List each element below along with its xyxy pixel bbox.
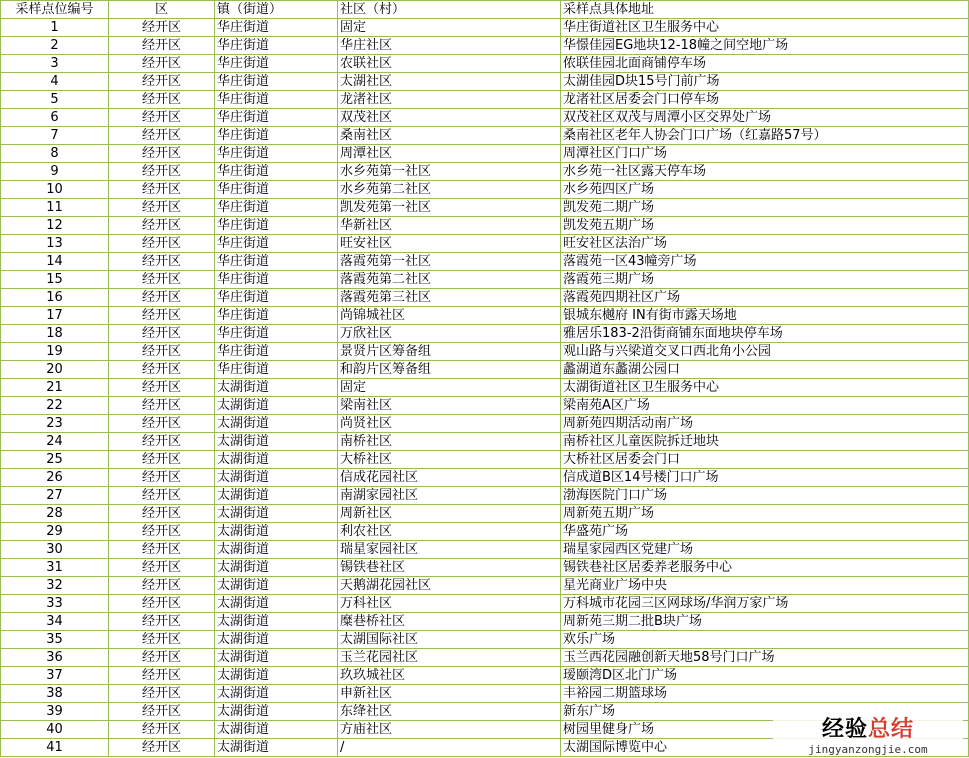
cell-id[interactable]: 14 xyxy=(1,253,109,271)
cell-id[interactable]: 34 xyxy=(1,613,109,631)
cell-id[interactable]: 19 xyxy=(1,343,109,361)
cell-id[interactable]: 13 xyxy=(1,235,109,253)
table-row xyxy=(1,109,969,127)
cell-id[interactable]: 22 xyxy=(1,397,109,415)
cell-id[interactable]: 24 xyxy=(1,433,109,451)
cell-district[interactable]: 经开区 xyxy=(109,19,215,37)
cell-district[interactable]: 经开区 xyxy=(109,505,215,523)
cell-community[interactable]: 太湖社区 xyxy=(338,73,561,91)
cell-district[interactable]: 经开区 xyxy=(109,685,215,703)
table-row xyxy=(1,235,969,253)
cell-district[interactable]: 经开区 xyxy=(109,577,215,595)
cell-district[interactable]: 经开区 xyxy=(109,289,215,307)
cell-district[interactable]: 经开区 xyxy=(109,199,215,217)
header-cell-town[interactable]: 镇（街道） xyxy=(215,1,338,19)
cell-district[interactable]: 经开区 xyxy=(109,559,215,577)
table-row xyxy=(1,559,969,577)
cell-address[interactable]: 星光商业广场中央 xyxy=(561,577,969,595)
cell-town[interactable]: 太湖街道 xyxy=(215,415,338,433)
table-row xyxy=(1,253,969,271)
cell-id[interactable]: 25 xyxy=(1,451,109,469)
cell-town[interactable]: 太湖街道 xyxy=(215,577,338,595)
cell-id[interactable]: 40 xyxy=(1,721,109,739)
cell-community[interactable]: 利农社区 xyxy=(338,523,561,541)
cell-district[interactable]: 经开区 xyxy=(109,73,215,91)
cell-community[interactable]: 申新社区 xyxy=(338,685,561,703)
table-row xyxy=(1,685,969,703)
cell-town[interactable]: 华庄街道 xyxy=(215,127,338,145)
cell-address[interactable]: 瑞星家园西区党建广场 xyxy=(561,541,969,559)
cell-address[interactable]: 万科城市花园三区网球场/华润万家广场 xyxy=(561,595,969,613)
table-row xyxy=(1,595,969,613)
cell-id[interactable]: 20 xyxy=(1,361,109,379)
cell-town[interactable]: 太湖街道 xyxy=(215,631,338,649)
cell-district[interactable]: 经开区 xyxy=(109,721,215,739)
cell-community[interactable]: 太湖国际社区 xyxy=(338,631,561,649)
cell-town[interactable]: 太湖街道 xyxy=(215,667,338,685)
cell-district[interactable]: 经开区 xyxy=(109,397,215,415)
table-row xyxy=(1,649,969,667)
cell-community[interactable]: 万科社区 xyxy=(338,595,561,613)
cell-id[interactable]: 4 xyxy=(1,73,109,91)
cell-address[interactable]: 太湖街道社区卫生服务中心 xyxy=(561,379,969,397)
cell-address[interactable]: 锡铁巷社区居委养老服务中心 xyxy=(561,559,969,577)
cell-id[interactable]: 3 xyxy=(1,55,109,73)
cell-id[interactable]: 11 xyxy=(1,199,109,217)
cell-community[interactable]: 落霞苑第一社区 xyxy=(338,253,561,271)
cell-district[interactable]: 经开区 xyxy=(109,451,215,469)
cell-address[interactable]: 凯发苑二期广场 xyxy=(561,199,969,217)
cell-community[interactable]: 龙渚社区 xyxy=(338,91,561,109)
cell-district[interactable]: 经开区 xyxy=(109,379,215,397)
cell-community[interactable]: 尚贤社区 xyxy=(338,415,561,433)
cell-community[interactable]: 华新社区 xyxy=(338,217,561,235)
table-row xyxy=(1,37,969,55)
table-row xyxy=(1,55,969,73)
cell-community[interactable]: 梁南社区 xyxy=(338,397,561,415)
cell-id[interactable]: 37 xyxy=(1,667,109,685)
cell-id[interactable]: 21 xyxy=(1,379,109,397)
cell-id[interactable]: 33 xyxy=(1,595,109,613)
table-row xyxy=(1,451,969,469)
cell-town[interactable]: 太湖街道 xyxy=(215,559,338,577)
cell-community[interactable]: 双茂社区 xyxy=(338,109,561,127)
cell-id[interactable]: 30 xyxy=(1,541,109,559)
cell-id[interactable]: 12 xyxy=(1,217,109,235)
cell-address[interactable]: 玉兰西花园融创新天地58号门口广场 xyxy=(561,649,969,667)
cell-community[interactable]: 桑南社区 xyxy=(338,127,561,145)
cell-id[interactable]: 1 xyxy=(1,19,109,37)
cell-community[interactable]: 玉兰花园社区 xyxy=(338,649,561,667)
table-row xyxy=(1,307,969,325)
cell-town[interactable]: 太湖街道 xyxy=(215,433,338,451)
cell-district[interactable]: 经开区 xyxy=(109,739,215,757)
header-cell-id[interactable]: 采样点位编号 xyxy=(1,1,109,19)
cell-town[interactable]: 华庄街道 xyxy=(215,91,338,109)
cell-community[interactable]: 水乡苑第一社区 xyxy=(338,163,561,181)
cell-community[interactable]: 景贤片区筹备组 xyxy=(338,343,561,361)
cell-address[interactable]: 观山路与兴梁道交叉口西北角小公园 xyxy=(561,343,969,361)
cell-district[interactable]: 经开区 xyxy=(109,343,215,361)
cell-district[interactable]: 经开区 xyxy=(109,145,215,163)
cell-community[interactable]: 南湖家园社区 xyxy=(338,487,561,505)
cell-town[interactable]: 太湖街道 xyxy=(215,523,338,541)
table-row xyxy=(1,667,969,685)
header-cell-community[interactable]: 社区（村） xyxy=(338,1,561,19)
cell-community[interactable]: 锡铁巷社区 xyxy=(338,559,561,577)
table-row xyxy=(1,289,969,307)
cell-id[interactable]: 39 xyxy=(1,703,109,721)
cell-address[interactable]: 瑷颐湾D区北门广场 xyxy=(561,667,969,685)
cell-community[interactable]: 凯发苑第一社区 xyxy=(338,199,561,217)
cell-district[interactable]: 经开区 xyxy=(109,433,215,451)
cell-address[interactable]: 雅居乐183-2沿街商铺东面地块停车场 xyxy=(561,325,969,343)
cell-address[interactable]: 丰裕园二期篮球场 xyxy=(561,685,969,703)
cell-district[interactable]: 经开区 xyxy=(109,595,215,613)
cell-town[interactable]: 太湖街道 xyxy=(215,541,338,559)
cell-id[interactable]: 28 xyxy=(1,505,109,523)
cell-district[interactable]: 经开区 xyxy=(109,163,215,181)
cell-town[interactable]: 华庄街道 xyxy=(215,289,338,307)
cell-address[interactable]: 双茂社区双茂与周潭小区交界处广场 xyxy=(561,109,969,127)
cell-address[interactable]: 蠡湖道东蠡湖公园口 xyxy=(561,361,969,379)
cell-town[interactable]: 太湖街道 xyxy=(215,649,338,667)
table-row xyxy=(1,577,969,595)
cell-community[interactable]: 农联社区 xyxy=(338,55,561,73)
cell-community[interactable]: 固定 xyxy=(338,19,561,37)
cell-district[interactable]: 经开区 xyxy=(109,127,215,145)
table-row xyxy=(1,127,969,145)
cell-address[interactable]: 华憬佳园EG地块12-18幢之间空地广场 xyxy=(561,37,969,55)
cell-town[interactable]: 华庄街道 xyxy=(215,181,338,199)
cell-address[interactable]: 周新苑四期活动南广场 xyxy=(561,415,969,433)
table-row xyxy=(1,631,969,649)
cell-town[interactable]: 太湖街道 xyxy=(215,595,338,613)
cell-community[interactable]: 方庙社区 xyxy=(338,721,561,739)
cell-address[interactable]: 侬联佳园北面商铺停车场 xyxy=(561,55,969,73)
table-row xyxy=(1,199,969,217)
table-row xyxy=(1,343,969,361)
cell-id[interactable]: 7 xyxy=(1,127,109,145)
cell-address[interactable]: 周新苑三期二批B块广场 xyxy=(561,613,969,631)
watermark-url: jingyanzongjie.com xyxy=(808,743,928,756)
cell-community[interactable]: 周潭社区 xyxy=(338,145,561,163)
cell-district[interactable]: 经开区 xyxy=(109,541,215,559)
cell-community[interactable]: 东绛社区 xyxy=(338,703,561,721)
cell-address[interactable]: 桑南社区老年人协会门口广场（红嘉路57号） xyxy=(561,127,969,145)
cell-town[interactable]: 华庄街道 xyxy=(215,361,338,379)
cell-address[interactable]: 落霞苑四期社区广场 xyxy=(561,289,969,307)
cell-community[interactable]: 大桥社区 xyxy=(338,451,561,469)
header-row xyxy=(1,1,969,19)
cell-town[interactable]: 华庄街道 xyxy=(215,145,338,163)
cell-id[interactable]: 27 xyxy=(1,487,109,505)
cell-id[interactable]: 32 xyxy=(1,577,109,595)
table-row xyxy=(1,217,969,235)
cell-town[interactable]: 华庄街道 xyxy=(215,235,338,253)
cell-id[interactable]: 35 xyxy=(1,631,109,649)
cell-town[interactable]: 华庄街道 xyxy=(215,19,338,37)
cell-town[interactable]: 华庄街道 xyxy=(215,37,338,55)
cell-id[interactable]: 23 xyxy=(1,415,109,433)
table-row xyxy=(1,163,969,181)
table-row xyxy=(1,433,969,451)
cell-community[interactable]: 周新社区 xyxy=(338,505,561,523)
cell-district[interactable]: 经开区 xyxy=(109,109,215,127)
cell-id[interactable]: 29 xyxy=(1,523,109,541)
cell-id[interactable]: 10 xyxy=(1,181,109,199)
cell-district[interactable]: 经开区 xyxy=(109,469,215,487)
cell-address[interactable]: 梁南苑A区广场 xyxy=(561,397,969,415)
cell-district[interactable]: 经开区 xyxy=(109,235,215,253)
cell-district[interactable]: 经开区 xyxy=(109,415,215,433)
table-row xyxy=(1,325,969,343)
cell-address[interactable]: 凯发苑五期广场 xyxy=(561,217,969,235)
cell-community[interactable]: 信成花园社区 xyxy=(338,469,561,487)
cell-town[interactable]: 华庄街道 xyxy=(215,271,338,289)
cell-address[interactable]: 周潭社区门口广场 xyxy=(561,145,969,163)
cell-district[interactable]: 经开区 xyxy=(109,253,215,271)
table-row xyxy=(1,397,969,415)
cell-district[interactable]: 经开区 xyxy=(109,55,215,73)
cell-town[interactable]: 太湖街道 xyxy=(215,685,338,703)
cell-district[interactable]: 经开区 xyxy=(109,37,215,55)
cell-district[interactable]: 经开区 xyxy=(109,91,215,109)
cell-district[interactable]: 经开区 xyxy=(109,181,215,199)
table-row xyxy=(1,361,969,379)
cell-address[interactable]: 南桥社区儿童医院拆迁地块 xyxy=(561,433,969,451)
cell-community[interactable]: 南桥社区 xyxy=(338,433,561,451)
table-row xyxy=(1,487,969,505)
cell-town[interactable]: 太湖街道 xyxy=(215,739,338,757)
table-row xyxy=(1,73,969,91)
cell-town[interactable]: 华庄街道 xyxy=(215,325,338,343)
cell-id[interactable]: 5 xyxy=(1,91,109,109)
cell-district[interactable]: 经开区 xyxy=(109,613,215,631)
table-row xyxy=(1,19,969,37)
cell-community[interactable]: 万欣社区 xyxy=(338,325,561,343)
cell-address[interactable]: 龙渚社区居委会门口停车场 xyxy=(561,91,969,109)
cell-district[interactable]: 经开区 xyxy=(109,649,215,667)
cell-community[interactable]: / xyxy=(338,739,561,757)
cell-town[interactable]: 华庄街道 xyxy=(215,253,338,271)
cell-district[interactable]: 经开区 xyxy=(109,271,215,289)
cell-address[interactable]: 落霞苑一区43幢旁广场 xyxy=(561,253,969,271)
header-cell-district[interactable]: 区 xyxy=(109,1,215,19)
cell-community[interactable]: 水乡苑第二社区 xyxy=(338,181,561,199)
cell-id[interactable]: 31 xyxy=(1,559,109,577)
cell-town[interactable]: 太湖街道 xyxy=(215,451,338,469)
header-cell-address[interactable]: 采样点具体地址 xyxy=(561,1,969,19)
cell-id[interactable]: 18 xyxy=(1,325,109,343)
cell-id[interactable]: 2 xyxy=(1,37,109,55)
cell-community[interactable]: 旺安社区 xyxy=(338,235,561,253)
cell-id[interactable]: 6 xyxy=(1,109,109,127)
cell-address[interactable]: 华庄街道社区卫生服务中心 xyxy=(561,19,969,37)
cell-town[interactable]: 华庄街道 xyxy=(215,163,338,181)
cell-district[interactable]: 经开区 xyxy=(109,523,215,541)
cell-district[interactable]: 经开区 xyxy=(109,361,215,379)
cell-address[interactable]: 新东广场 xyxy=(561,703,969,721)
cell-town[interactable]: 华庄街道 xyxy=(215,55,338,73)
cell-district[interactable]: 经开区 xyxy=(109,307,215,325)
table-row xyxy=(1,181,969,199)
cell-district[interactable]: 经开区 xyxy=(109,217,215,235)
cell-address[interactable]: 太湖国际博览中心 xyxy=(561,739,969,757)
cell-district[interactable]: 经开区 xyxy=(109,487,215,505)
table-row xyxy=(1,541,969,559)
cell-town[interactable]: 华庄街道 xyxy=(215,217,338,235)
cell-community[interactable]: 糜巷桥社区 xyxy=(338,613,561,631)
cell-id[interactable]: 26 xyxy=(1,469,109,487)
cell-address[interactable]: 渤海医院门口广场 xyxy=(561,487,969,505)
cell-town[interactable]: 太湖街道 xyxy=(215,379,338,397)
cell-id[interactable]: 8 xyxy=(1,145,109,163)
table-row xyxy=(1,145,969,163)
cell-town[interactable]: 太湖街道 xyxy=(215,505,338,523)
cell-community[interactable]: 天鹅湖花园社区 xyxy=(338,577,561,595)
table-row xyxy=(1,271,969,289)
cell-address[interactable]: 落霞苑三期广场 xyxy=(561,271,969,289)
table-row xyxy=(1,613,969,631)
cell-town[interactable]: 太湖街道 xyxy=(215,703,338,721)
cell-id[interactable]: 41 xyxy=(1,739,109,757)
cell-address[interactable]: 大桥社区居委会门口 xyxy=(561,451,969,469)
cell-town[interactable]: 华庄街道 xyxy=(215,109,338,127)
cell-community[interactable]: 尚锦城社区 xyxy=(338,307,561,325)
cell-town[interactable]: 太湖街道 xyxy=(215,469,338,487)
cell-address[interactable]: 周新苑五期广场 xyxy=(561,505,969,523)
cell-address[interactable]: 太湖佳园D块15号门前广场 xyxy=(561,73,969,91)
watermark-title-part2: 总结 xyxy=(868,717,915,742)
cell-district[interactable]: 经开区 xyxy=(109,631,215,649)
cell-district[interactable]: 经开区 xyxy=(109,325,215,343)
cell-town[interactable]: 太湖街道 xyxy=(215,397,338,415)
table-row xyxy=(1,415,969,433)
cell-id[interactable]: 15 xyxy=(1,271,109,289)
cell-address[interactable]: 水乡苑一社区露天停车场 xyxy=(561,163,969,181)
cell-town[interactable]: 华庄街道 xyxy=(215,343,338,361)
cell-town[interactable]: 华庄街道 xyxy=(215,199,338,217)
table-row xyxy=(1,91,969,109)
watermark-logo xyxy=(773,717,963,756)
cell-town[interactable]: 华庄街道 xyxy=(215,73,338,91)
cell-id[interactable]: 17 xyxy=(1,307,109,325)
cell-id[interactable]: 9 xyxy=(1,163,109,181)
cell-id[interactable]: 36 xyxy=(1,649,109,667)
table-row xyxy=(1,469,969,487)
cell-district[interactable]: 经开区 xyxy=(109,703,215,721)
cell-community[interactable]: 固定 xyxy=(338,379,561,397)
table-row xyxy=(1,523,969,541)
cell-community[interactable]: 落霞苑第三社区 xyxy=(338,289,561,307)
watermark-title xyxy=(773,717,963,743)
table-row xyxy=(1,505,969,523)
cell-district[interactable]: 经开区 xyxy=(109,667,215,685)
cell-town[interactable]: 太湖街道 xyxy=(215,613,338,631)
cell-address[interactable]: 树园里健身广场 xyxy=(561,721,969,739)
cell-community[interactable]: 和韵片区筹备组 xyxy=(338,361,561,379)
cell-address[interactable]: 旺安社区法治广场 xyxy=(561,235,969,253)
cell-town[interactable]: 华庄街道 xyxy=(215,307,338,325)
cell-community[interactable]: 玖玖城社区 xyxy=(338,667,561,685)
cell-address[interactable]: 华盛苑广场 xyxy=(561,523,969,541)
cell-address[interactable]: 欢乐广场 xyxy=(561,631,969,649)
cell-address[interactable]: 水乡苑四区广场 xyxy=(561,181,969,199)
cell-town[interactable]: 太湖街道 xyxy=(215,487,338,505)
cell-community[interactable]: 落霞苑第二社区 xyxy=(338,271,561,289)
cell-community[interactable]: 华庄社区 xyxy=(338,37,561,55)
cell-town[interactable]: 太湖街道 xyxy=(215,721,338,739)
cell-address[interactable]: 信成道B区14号楼门口广场 xyxy=(561,469,969,487)
cell-id[interactable]: 16 xyxy=(1,289,109,307)
cell-community[interactable]: 瑞星家园社区 xyxy=(338,541,561,559)
watermark-title-part1: 经验 xyxy=(821,717,868,742)
table-row xyxy=(1,379,969,397)
cell-address[interactable]: 银城东樾府 IN有街市露天场地 xyxy=(561,307,969,325)
cell-id[interactable]: 38 xyxy=(1,685,109,703)
